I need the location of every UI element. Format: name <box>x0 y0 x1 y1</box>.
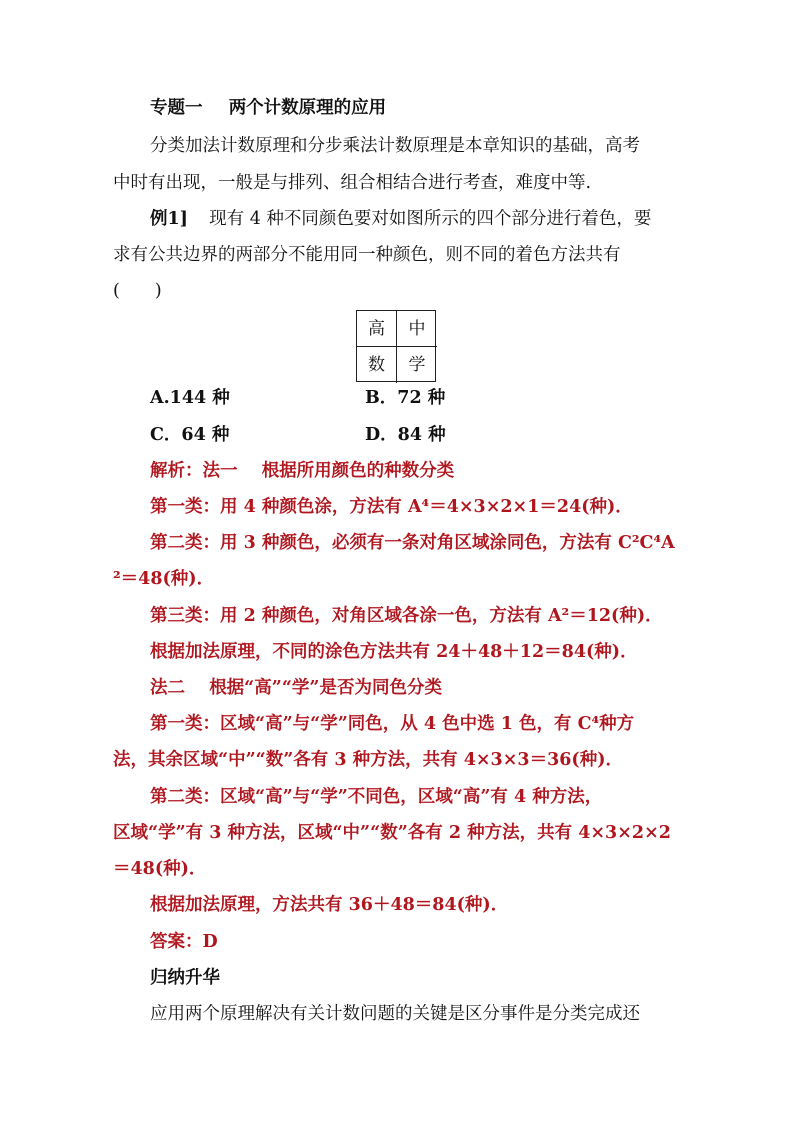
option-c: C．64 种 <box>150 425 230 445</box>
solution-label: 解析： <box>150 461 203 481</box>
example-line-2: 求有公共边界的两部分不能用同一种颜色，则不同的着色方法共有 <box>113 245 621 265</box>
m2-case-2-result: ＝48(种)． <box>113 859 207 879</box>
m2-conclusion: 根据加法原理，方法共有 36＋48＝84(种)． <box>150 895 509 915</box>
region-diagram <box>356 310 436 382</box>
section-number: 专题一 <box>150 98 203 118</box>
section-title: 两个计数原理的应用 <box>228 98 387 118</box>
m1-case-3: 第三类：用 2 种颜色，对角区域各涂一色，方法有 A²＝12(种)． <box>150 606 663 626</box>
m1-case-2: 第二类：用 3 种颜色，必须有一条对角区域涂同色，方法有 C²C⁴A <box>150 533 675 553</box>
option-a: A.144 种 <box>150 388 230 408</box>
method-2-title: 根据“高”“学”是否为同色分类 <box>209 678 442 698</box>
region-gao: 高 <box>357 311 397 347</box>
summary-text: 应用两个原理解决有关计数问题的关键是区分事件是分类完成还 <box>150 1004 640 1024</box>
method-1-title: 根据所用颜色的种数分类 <box>261 461 455 481</box>
m2-case-2: 第二类：区域“高”与“学”不同色，区域“高”有 4 种方法， <box>150 787 603 807</box>
m2-case-1-cont: 法，其余区域“中”“数”各有 3 种方法，共有 4×3×3＝36(种)． <box>113 750 623 770</box>
method-1-label: 法一 <box>202 461 238 481</box>
region-zhong: 中 <box>397 311 437 347</box>
region-xue: 学 <box>408 355 426 375</box>
m1-case-1: 第一类：用 4 种颜色涂，方法有 A⁴＝4×3×2×1＝24(种)． <box>150 497 633 517</box>
answer-line <box>150 931 730 953</box>
option-d: D．84 种 <box>365 425 446 445</box>
answer-value: D <box>202 932 218 952</box>
solution-method-1-header <box>150 460 730 482</box>
m2-case-2-cont: 区域“学”有 3 种方法，区域“中”“数”各有 2 种方法，共有 4×3×2×2 <box>113 823 671 843</box>
intro-line-2: 中时有出现，一般是与排列、组合相结合进行考查，难度中等. <box>113 173 592 193</box>
example-line-1 <box>150 208 730 230</box>
answer-label: 答案： <box>150 932 203 952</box>
region-shu: 数 <box>357 347 397 383</box>
example-label: 例1] <box>150 209 188 229</box>
method-2-label: 法二 <box>150 678 185 698</box>
example-text-1: 现有 4 种不同颜色要对如图所示的四个部分进行着色，要 <box>209 209 652 229</box>
example-blank: ( ) <box>113 281 162 301</box>
m1-conclusion: 根据加法原理，不同的涂色方法共有 24＋48＋12＝84(种)． <box>150 642 638 662</box>
m1-case-2-cont: ²＝48(种)． <box>113 569 215 589</box>
intro-line-1: 分类加法计数原理和分步乘法计数原理是本章知识的基础，高考 <box>150 136 640 156</box>
summary-title: 归纳升华 <box>150 968 220 988</box>
option-b: B．72 种 <box>365 388 446 408</box>
solution-method-2-header <box>150 677 730 699</box>
section-heading <box>150 97 730 119</box>
m2-case-1: 第一类：区域“高”与“学”同色，从 4 色中选 1 色，有 C⁴种方 <box>150 714 635 734</box>
